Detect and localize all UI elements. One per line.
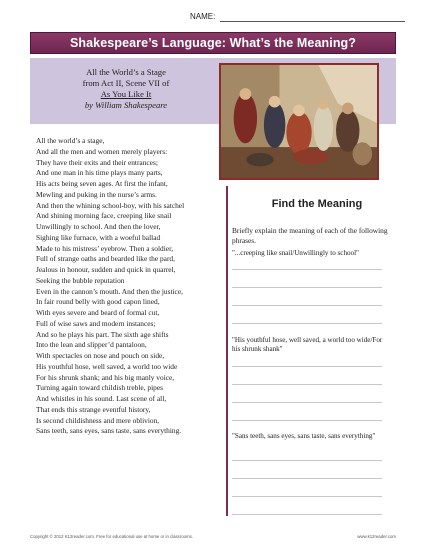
question-1: "...creeping like snail/Unwillingly to school" (232, 249, 359, 257)
poem-line: With eyes severe and beard of formal cut, (36, 308, 160, 317)
poem-line: Sans teeth, sans eyes, sans taste, sans everything. (36, 426, 182, 436)
column-divider (226, 186, 228, 516)
answer-line[interactable] (232, 269, 382, 270)
answer-line[interactable] (232, 460, 382, 461)
poem-line: His youthful hose, well saved, a world too wide (36, 361, 178, 371)
poem-line: And all the men and women merely players: (36, 146, 168, 156)
poem-line: And whistles in his sound. Last scene of all, (36, 394, 167, 403)
intro-poem-title: All the World’s a Stage (86, 67, 166, 77)
poem-text (36, 136, 221, 437)
poem-line: And one man in his time plays many parts, (36, 168, 163, 178)
answer-line[interactable] (232, 384, 382, 385)
question-3: "Sans teeth, sans eyes, sans taste, sans everything" (232, 432, 376, 440)
poem-line: And so he plays his part. The sixth age shifts (36, 329, 169, 339)
answer-line[interactable] (232, 287, 382, 288)
poem-line: Full of wise saws and modern instances; (36, 318, 156, 328)
intro-text (30, 67, 222, 111)
answer-line[interactable] (232, 478, 382, 479)
poem-line: Unwillingly to school. And then the lover, (36, 222, 161, 231)
poem-line: Seeking the bubble reputation (36, 275, 125, 285)
intro-author: by William Shakespeare (84, 100, 168, 110)
page-title: Shakespeare’s Language: What’s the Meaning? (69, 36, 357, 50)
poem-line: Full of strange oaths and bearded like the pard, (36, 254, 175, 264)
footer (30, 532, 396, 542)
painting-image (221, 65, 377, 178)
poem-line: Sighing like furnace, with a woeful ballad (36, 232, 161, 242)
name-label: NAME: (190, 12, 216, 21)
poem-line: In fair round belly with good capon lined, (36, 297, 160, 307)
poem-line: And shining morning face, creeping like snail (36, 211, 172, 221)
find-meaning-instructions: Briefly explain the meaning of each of the following phrases. (232, 226, 388, 245)
painting-illustration (219, 63, 379, 180)
question-2: "His youthful hose, well saved, a world too wide/For his shrunk shank" (232, 336, 383, 354)
poem-line: With spectacles on nose and pouch on side, (36, 351, 165, 360)
poem-line: For his shrunk shank; and his big manly voice, (36, 372, 175, 382)
intro-play-title: As You Like It (100, 89, 152, 99)
poem-line: They have their exits and their entrances; (36, 157, 158, 167)
answer-line[interactable] (232, 514, 382, 515)
poem-line: Mewling and puking in the nurse’s arms. (36, 189, 157, 199)
poem-line: That ends this strange eventful history, (36, 404, 151, 414)
answer-line[interactable] (232, 366, 382, 367)
poem-line: His acts being seven ages. At first the infant, (36, 179, 168, 188)
intro-source: from Act II, Scene VII of (82, 78, 170, 88)
poem-line: Into the lean and slipper’d pantaloon, (36, 340, 147, 350)
find-meaning-title: Find the Meaning (271, 198, 363, 210)
name-row (190, 10, 405, 24)
answer-line[interactable] (232, 420, 382, 421)
poem-line: Jealous in honour, sudden and quick in quarrel, (36, 265, 176, 274)
poem-line: Made to his mistress’ eyebrow. Then a soldier, (36, 243, 174, 253)
footer-site-link[interactable]: www.k12reader.com (357, 534, 396, 539)
poem-line: All the world’s a stage, (36, 136, 105, 145)
answer-line[interactable] (232, 402, 382, 403)
footer-copyright: Copyright © 2012 K12reader.com. Free for educational use at home or in classrooms. (30, 534, 193, 539)
poem-line: Even in the cannon’s mouth. And then the justice, (36, 286, 183, 296)
poem-line: And then the whining school-boy, with his satchel (36, 200, 185, 210)
poem-line: Is second childishness and mere oblivion, (36, 415, 160, 425)
answer-line[interactable] (232, 305, 382, 306)
title-banner (30, 32, 396, 54)
name-write-line[interactable] (220, 21, 405, 22)
poem-line: Turning again toward childish treble, pipes (36, 383, 163, 393)
answer-line[interactable] (232, 496, 382, 497)
answer-line[interactable] (232, 323, 382, 324)
